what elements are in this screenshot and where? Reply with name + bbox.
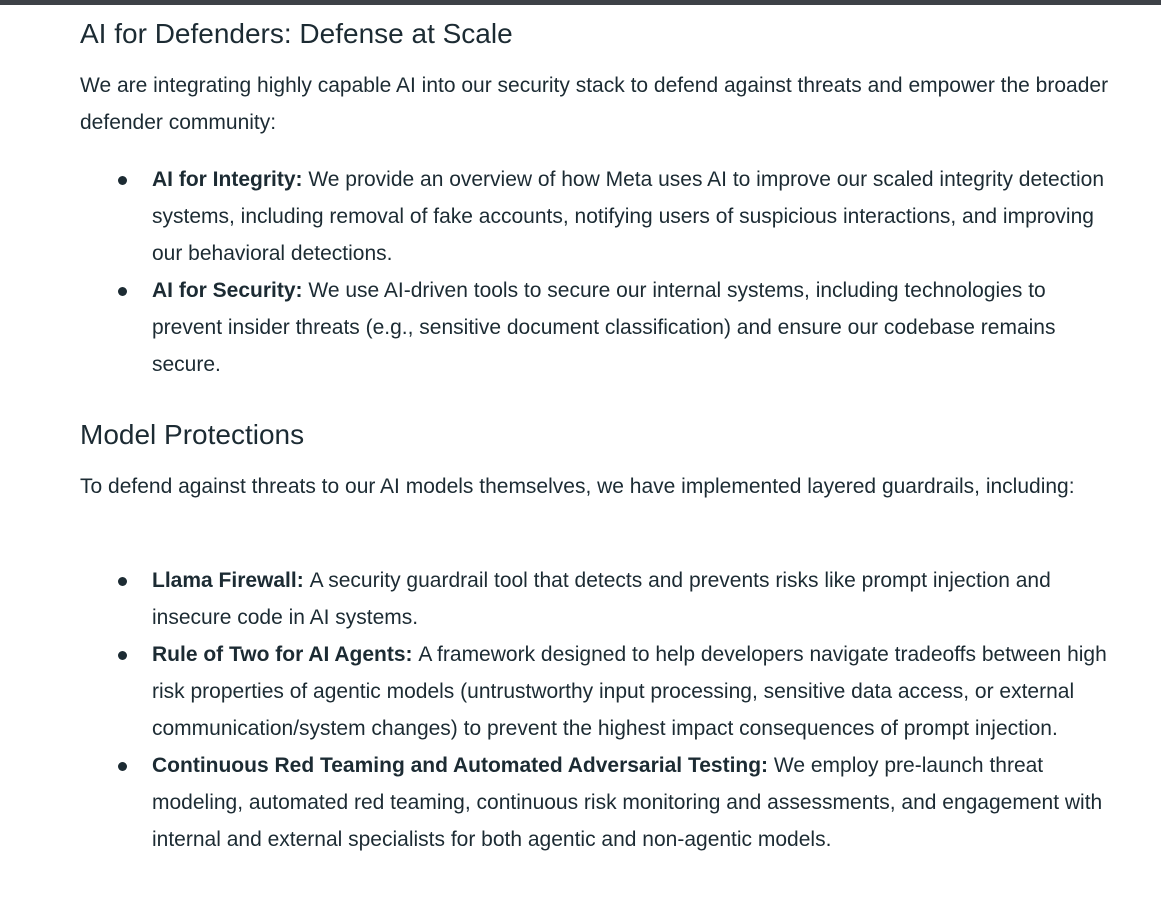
bullet-icon xyxy=(118,287,127,296)
list-item-text: We use AI-driven tools to secure our internal systems, including technologies to prevent insider threats (e.g., sensitive document classification) and ensure our codebase remains secure. xyxy=(152,279,1056,376)
list-item-term: AI for Integrity: xyxy=(152,168,309,191)
section-heading-ai-for-defenders: AI for Defenders: Defense at Scale xyxy=(80,18,513,49)
list-item-text: A framework designed to help developers navigate tradeoffs between high risk properties of agentic models (untrustworthy input processing, sensitive data access, or external communication/system changes) to prevent the highest impact consequences of prompt injection. xyxy=(152,643,1107,740)
list-item-text: We employ pre-launch threat modeling, automated red teaming, continuous risk monitoring and assessments, and engagement with internal and external specialists for both agentic and non-agentic models. xyxy=(152,754,1103,851)
list-item-term: Llama Firewall: xyxy=(152,569,310,592)
list-item xyxy=(80,747,1120,858)
list-item xyxy=(80,636,1120,747)
bullet-icon xyxy=(118,762,127,771)
bullet-list-model-protections xyxy=(80,562,1140,858)
list-item xyxy=(80,161,1120,272)
section-heading-model-protections: Model Protections xyxy=(80,419,305,450)
bullet-icon xyxy=(118,651,127,660)
section-intro-model-protections: To defend against threats to our AI models themselves, we have implemented layered guardrails, including: xyxy=(80,475,1075,498)
list-item xyxy=(80,272,1120,383)
list-item-term: Rule of Two for AI Agents: xyxy=(152,643,419,666)
bullet-list-ai-for-defenders xyxy=(80,161,1140,383)
section-intro-ai-for-defenders: We are integrating highly capable AI into our security stack to defend against threats and empower the broader defender community: xyxy=(80,74,1109,134)
bullet-icon xyxy=(118,577,127,586)
list-item-term: Continuous Red Teaming and Automated Adversarial Testing: xyxy=(152,754,774,777)
list-item xyxy=(80,562,1120,636)
top-border-bar xyxy=(0,0,1161,5)
bullet-icon xyxy=(118,176,127,185)
list-item-text: We provide an overview of how Meta uses AI to improve our scaled integrity detection systems, including removal of fake accounts, notifying users of suspicious interactions, and improving our behavioral detections. xyxy=(152,168,1105,265)
list-item-term: AI for Security: xyxy=(152,279,309,302)
list-item-text: A security guardrail tool that detects and prevents risks like prompt injection and insecure code in AI systems. xyxy=(152,569,1051,629)
